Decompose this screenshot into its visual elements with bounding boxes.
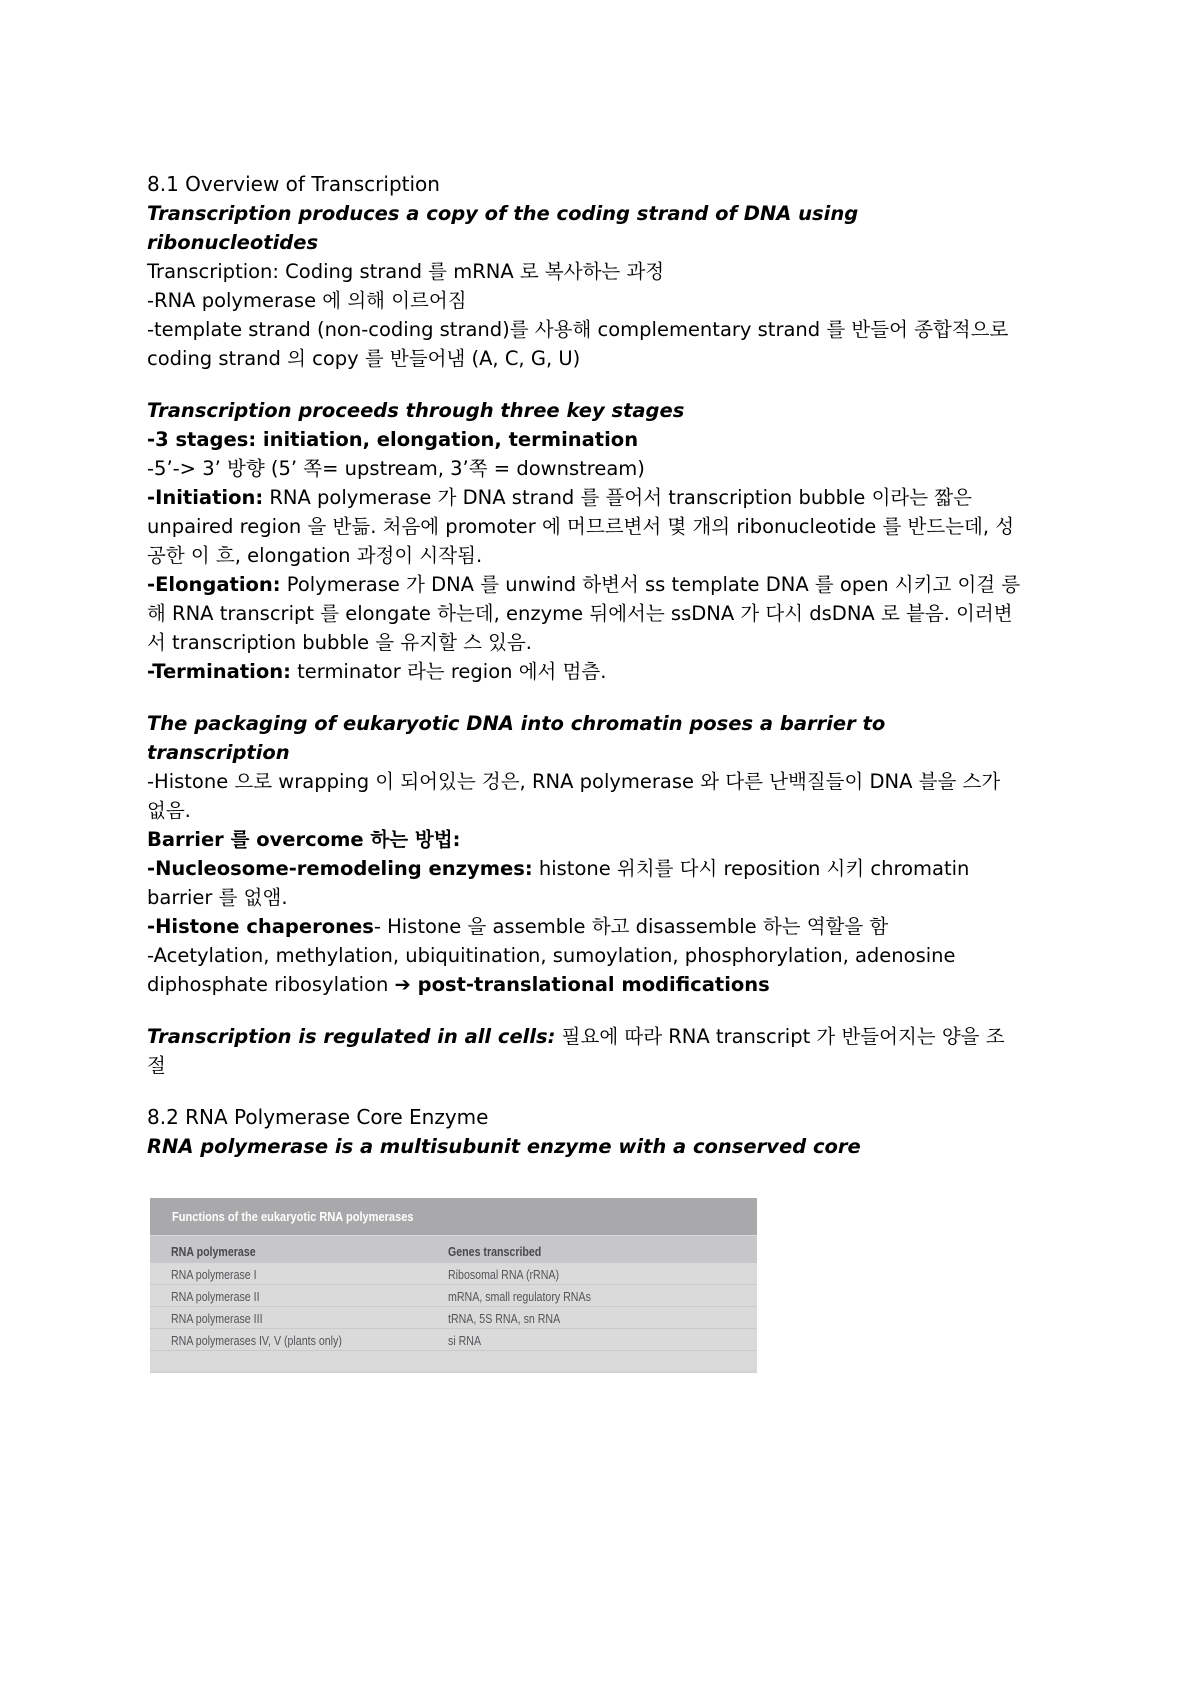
modifications-line	[147, 970, 1067, 999]
paragraph-line: -template strand (non-coding strand)를 사용해 complementary strand 를 반들어 종합적으로	[147, 318, 1009, 341]
rna-polymerase-table-photo	[150, 1198, 757, 1373]
spacer	[147, 1080, 1067, 1103]
row-divider	[150, 1306, 757, 1307]
paragraph-line: 절	[147, 1054, 166, 1077]
remodeling-label: -Nucleosome-remodeling enzymes:	[147, 857, 533, 880]
stages-summary: -3 stages: initiation, elongation, termination	[147, 428, 639, 451]
section-heading-8-1: 8.1 Overview of Transcription	[147, 172, 440, 196]
paragraph-line: coding strand 의 copy 를 반들어냄 (A, C, G, U)	[147, 347, 581, 370]
barrier-heading: Barrier 를 overcome 하는 방법:	[147, 828, 461, 851]
spacer	[147, 686, 1067, 709]
document-body	[147, 170, 1067, 1161]
table-title-bar	[150, 1198, 757, 1235]
modifications-text: diphosphate ribosylation	[147, 973, 395, 996]
row-divider	[150, 1328, 757, 1329]
chaperone-text: - Histone 을 assemble 하고 disassemble 하는 역할을 함	[373, 915, 889, 938]
row-divider	[150, 1284, 757, 1285]
remodeling-text: histone 위치를 다시 reposition 시키 chromatin	[532, 857, 970, 880]
termination-label: -Termination:	[147, 660, 291, 683]
table-cell: Ribosomal RNA (rRNA)	[448, 1268, 560, 1282]
initiation-text: RNA polymerase 가 DNA strand 를 플어서 transcription bubble 이라는 짧은	[263, 486, 972, 509]
modifications-bold: post-translational modifications	[410, 973, 770, 996]
table-title: Functions of the eukaryotic RNA polymerases	[172, 1209, 414, 1224]
elongation-label: -Elongation:	[147, 573, 281, 596]
spacer	[147, 373, 1067, 396]
subheading-transcription-copy-cont: ribonucleotides	[147, 231, 319, 254]
table-cell: RNA polymerase III	[171, 1312, 263, 1326]
table-cell: RNA polymerases IV, V (plants only)	[171, 1334, 342, 1348]
paragraph-line: -Acetylation, methylation, ubiquitination, sumoylation, phosphorylation, adenosine	[147, 944, 956, 967]
paragraph-line: Transcription: Coding strand 를 mRNA 로 복사하는 과정	[147, 260, 665, 283]
paragraph-line: 해 RNA transcript 를 elongate 하는데, enzyme 뒤에서는 ssDNA 가 다시 dsDNA 로 븥음. 이러변	[147, 602, 1013, 625]
remodeling-line	[147, 854, 1067, 883]
table-cell: tRNA, 5S RNA, sn RNA	[448, 1312, 561, 1326]
paragraph-line: 없음.	[147, 799, 191, 822]
paragraph-line: -RNA polymerase 에 의해 이르어짐	[147, 289, 467, 312]
subheading-chromatin-cont: transcription	[147, 741, 290, 764]
row-divider	[150, 1350, 757, 1351]
regulated-text: 필요에 따라 RNA transcript 가 반들어지는 양을 조	[555, 1025, 1005, 1048]
column-header-genes: Genes transcribed	[448, 1245, 542, 1259]
subheading-transcription-copy: Transcription produces a copy of the coding strand of DNA using	[147, 202, 859, 225]
termination-line	[147, 657, 1067, 686]
table-cell: RNA polymerase I	[171, 1268, 257, 1282]
elongation-text: Polymerase 가 DNA 를 unwind 하변서 ss template DNA 를 open 시키고 이걸 릉	[280, 573, 1021, 596]
paragraph-line: 서 transcription bubble 을 유지할 스 있음.	[147, 631, 533, 654]
paragraph-line: unpaired region 을 반듦. 처음에 promoter 에 머므르변서 몇 개의 ribonucleotide 를 반드는데, 성	[147, 515, 1015, 538]
spacer	[147, 999, 1067, 1022]
column-header-polymerase: RNA polymerase	[171, 1245, 256, 1259]
subheading-chromatin: The packaging of eukaryotic DNA into chromatin poses a barrier to	[147, 712, 886, 735]
table-cell: RNA polymerase II	[171, 1290, 260, 1304]
arrow-icon: ➔	[394, 973, 411, 996]
direction-line: -5’-> 3’ 방향 (5’ 쪽= upstream, 3’쪽 = downstream)	[147, 457, 645, 480]
paragraph-line: 공한 이 흐, elongation 과정이 시작됨.	[147, 544, 483, 567]
paragraph-line: barrier 를 없앰.	[147, 886, 288, 909]
table-cell: si RNA	[448, 1334, 482, 1348]
regulated-label: Transcription is regulated in all cells:	[147, 1025, 556, 1048]
paragraph-line: -Histone 으로 wrapping 이 되어있는 겅은, RNA polymerase 와 다른 난백질들이 DNA 블을 스가	[147, 770, 1001, 793]
chaperone-line	[147, 912, 1067, 941]
regulated-line	[147, 1022, 1067, 1051]
chaperone-label: -Histone chaperones	[147, 915, 374, 938]
initiation-line	[147, 483, 1067, 512]
initiation-label: -Initiation:	[147, 486, 264, 509]
section-heading-8-2: 8.2 RNA Polymerase Core Enzyme	[147, 1105, 489, 1129]
subheading-multisubunit: RNA polymerase is a multisubunit enzyme with a conserved core	[147, 1135, 861, 1158]
subheading-three-stages: Transcription proceeds through three key stages	[147, 399, 685, 422]
table-cell: mRNA, small regulatory RNAs	[448, 1290, 591, 1304]
elongation-line	[147, 570, 1067, 599]
termination-text: terminator 라는 region 에서 멈츰.	[290, 660, 607, 683]
